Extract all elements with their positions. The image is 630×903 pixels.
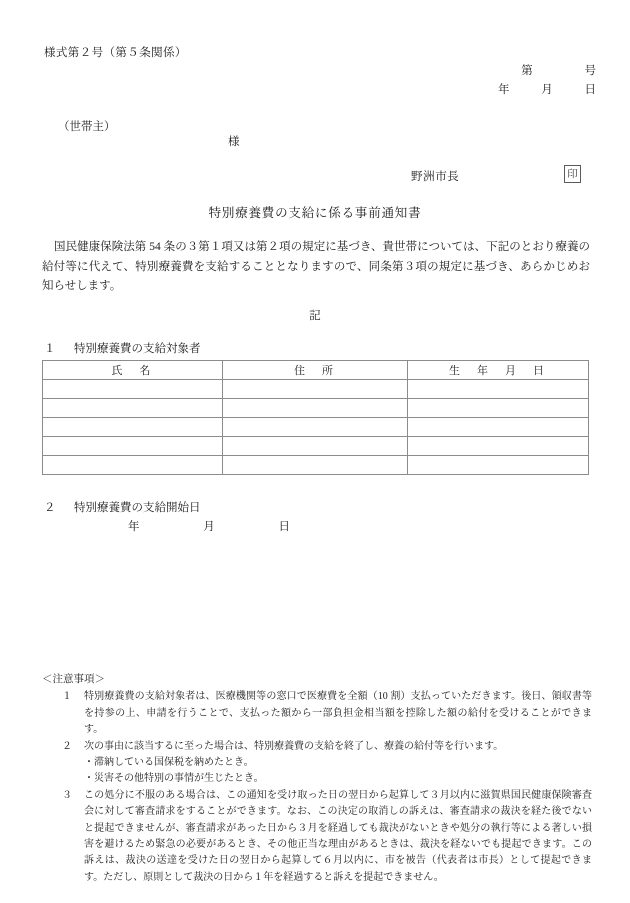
cell-name[interactable] <box>43 456 223 475</box>
notes-section <box>42 672 592 886</box>
section-2-heading <box>44 499 201 515</box>
document-date-line <box>0 81 596 97</box>
section-1-heading <box>44 340 201 356</box>
document-title: 特別療養費の支給に係る事前通知書 <box>208 206 422 220</box>
note-text: この処分に不服のある場合は、この通知を受け取った日の翌日から起算して３月以内に滋賀県国民健康保険審査会に対して審査請求をすることができます。なお、この決定の取消しの訴えは、審査請求の裁決を経た後でないと提起できませんが、審査請求があった日から３月を経過しても裁決がないときや処分の執行等による著しい損害を避けるため緊急の必要があるとき、その他正当な理由があるときは、裁決を経ないでも提起できます。この訴えは、裁決の送達を受けた日の翌日から起算して６月以内に、市を被告（代表者は市長）として提起できます。ただし、原則として裁決の日から１年を経過すると訴えを提起できません。 <box>84 789 592 883</box>
section-1-title: 特別療養費の支給対象者 <box>74 343 201 355</box>
column-header-address: 住 所 <box>223 361 408 380</box>
cell-name[interactable] <box>43 399 223 418</box>
document-number-line <box>0 62 596 78</box>
ki-mark: 記 <box>309 310 321 322</box>
note-item <box>62 739 592 755</box>
note-text: 特別療養費の支給対象者は、医療機関等の窓口で医療費を全額（10 割）支払っていただきます。後日、領収書等を持参の上、申請を行うことで、支払った額から一部負担金相当額を控除した額の給付を受けることができます。 <box>84 691 592 736</box>
cell-address[interactable] <box>223 437 408 456</box>
document-number-label: 第 <box>521 65 533 77</box>
cell-name[interactable] <box>43 437 223 456</box>
cell-birthdate[interactable] <box>408 380 589 399</box>
cell-address[interactable] <box>223 418 408 437</box>
table-header-row <box>43 361 589 380</box>
note-number: ３ <box>62 789 72 801</box>
householder-label: （世帯主） <box>58 121 116 133</box>
date-month-label: 月 <box>541 84 553 96</box>
note-text: 次の事由に該当するに至った場合は、特別療養費の支給を終了し、療養の給付等を行います。 <box>84 740 504 752</box>
addressee-honorific: 様 <box>228 136 240 148</box>
cell-birthdate[interactable] <box>408 437 589 456</box>
issuer-name: 野洲市長 <box>411 171 460 183</box>
table-row[interactable] <box>43 437 589 456</box>
table-row[interactable] <box>43 456 589 475</box>
cell-birthdate[interactable] <box>408 399 589 418</box>
document-number-unit: 号 <box>584 65 596 77</box>
recipients-table <box>42 360 589 475</box>
section-2-number: ２ <box>44 502 56 514</box>
cell-address[interactable] <box>223 399 408 418</box>
note-bullet: ・災害その他特別の事情が生じたとき。 <box>84 773 264 785</box>
notes-heading: ＜注意事項＞ <box>42 674 105 685</box>
seal-stamp-box: 印 <box>564 165 581 183</box>
column-header-name: 氏 名 <box>43 361 223 380</box>
note-number: ２ <box>62 740 72 752</box>
cell-name[interactable] <box>43 380 223 399</box>
table-row[interactable] <box>43 418 589 437</box>
start-date-line[interactable] <box>128 518 290 534</box>
cell-birthdate[interactable] <box>408 456 589 475</box>
table-row[interactable] <box>43 380 589 399</box>
form-code-label: 様式第２号（第５条関係） <box>44 47 187 59</box>
start-date-month-label: 月 <box>203 521 215 533</box>
note-number: １ <box>62 691 72 703</box>
cell-name[interactable] <box>43 418 223 437</box>
section-2-title: 特別療養費の支給開始日 <box>74 502 201 514</box>
cell-address[interactable] <box>223 456 408 475</box>
cell-birthdate[interactable] <box>408 418 589 437</box>
date-year-label: 年 <box>498 84 510 96</box>
start-date-day-label: 日 <box>278 521 290 533</box>
column-header-birthdate: 生 年 月 日 <box>408 361 589 380</box>
note-bullet: ・滞納している国保税を納めたとき。 <box>84 757 254 769</box>
start-date-year-label: 年 <box>128 521 140 533</box>
section-1-number: １ <box>44 343 56 355</box>
note-item <box>62 689 592 738</box>
note-item <box>62 788 592 886</box>
cell-address[interactable] <box>223 380 408 399</box>
date-day-label: 日 <box>584 84 596 96</box>
table-row[interactable] <box>43 399 589 418</box>
body-paragraph: 国民健康保険法第 54 条の３第１項又は第２項の規定に基づき、貴世帯については、下記のとおり療養の給付等に代えて、特別療養費を支給することとなりますので、同条第３項の規定に基づき、あらかじめお知らせします。 <box>42 241 590 292</box>
